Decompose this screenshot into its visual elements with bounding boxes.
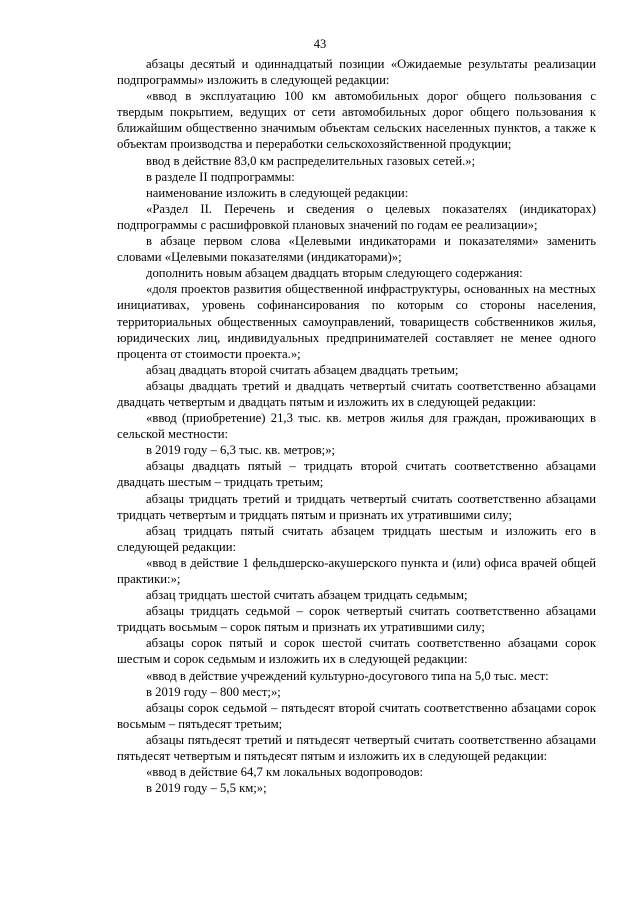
paragraph: в 2019 году – 5,5 км;»; [146,781,267,796]
paragraph: наименование изложить в следующей редакции: [146,185,409,200]
page-number: 43 [313,37,327,51]
paragraph: дополнить новым абзацем двадцать вторым следующего содержания: [146,266,523,281]
paragraph: в абзаце первом слова «Целевыми индикаторами и показателями» заменить словами «Целевыми показателями (индикаторами)»; [117,234,596,265]
paragraph: абзацы тридцать седьмой – сорок четвертый считать соответственно абзацами тридцать восьмым – сорок пятым и признать их утратившими силу; [117,604,596,635]
paragraph: абзацы пятьдесят третий и пятьдесят четвертый считать соответственно абзацами пятьдесят четвертым и пятьдесят пятым и изложить их в следующей редакции: [117,732,596,764]
paragraph: «ввод в действие 1 фельдшерско-акушерского пункта и (или) офиса врачей общей практики:»; [117,555,596,586]
paragraph: в 2019 году – 6,3 тыс. кв. метров;»; [146,443,336,458]
paragraph: «ввод (приобретение) 21,3 тыс. кв. метров жилья для граждан, проживающих в сельской местности: [117,411,596,442]
paragraph: абзацы двадцать третий и двадцать четвертый считать соответственно абзацами двадцать четвертым и двадцать пятым и изложить их в следующей редакции: [117,378,596,409]
paragraph: абзацы тридцать третий и тридцать четвертый считать соответственно абзацами тридцать четвертым и тридцать пятым и признать их утратившими силу; [117,491,596,522]
paragraph: ввод в действие 83,0 км распределительных газовых сетей.»; [146,153,476,168]
paragraph: абзац тридцать шестой считать абзацем тридцать седьмым; [146,588,468,603]
document-body [117,56,596,796]
paragraph: «ввод в действие учреждений культурно-досугового типа на 5,0 тыс. мест: [146,668,549,683]
paragraph: абзацы десятый и одиннадцатый позиции «Ожидаемые результаты реализации подпрограммы» изложить в следующей редакции: [117,57,596,88]
paragraph: «доля проектов развития общественной инфраструктуры, основанных на местных инициативах, уровень софинансирования по которым со стороны населения, территориальных общественных самоуправлений, товариществ собственников жилья, юридических лиц, индивидуальных предпринимателей составляет не менее одного процента от стоимости проекта.»; [117,282,596,361]
paragraph: абзацы сорок пятый и сорок шестой считать соответственно абзацами сорок шестым и сорок седьмым и изложить их в следующей редакции: [117,636,596,667]
paragraph: абзацы двадцать пятый – тридцать второй считать соответственно абзацами двадцать шестым – тридцать третьим; [117,459,596,490]
paragraph: абзац двадцать второй считать абзацем двадцать третьим; [146,362,459,377]
paragraph: абзац тридцать пятый считать абзацем тридцать шестым и изложить его в следующей редакции: [117,523,596,554]
paragraph: «ввод в действие 64,7 км локальных водопроводов: [146,765,424,780]
paragraph: в разделе II подпрограммы: [146,169,295,184]
paragraph: «Раздел II. Перечень и сведения о целевых показателях (индикаторах) подпрограммы с расшифровкой плановых значений по годам ее реализации»; [117,201,596,232]
paragraph: абзацы сорок седьмой – пятьдесят второй считать соответственно абзацами сорок восьмым – пятьдесят третьим; [117,700,596,731]
paragraph: «ввод в эксплуатацию 100 км автомобильных дорог общего пользования с твердым покрытием, ведущих от сети автомобильных дорог общего пользования к ближайшим общественно значимым объектам сельских населенных пунктов, а также к объектам производства и переработки сельскохозяйственной продукции; [117,89,596,152]
paragraph: в 2019 году – 800 мест;»; [146,684,281,699]
